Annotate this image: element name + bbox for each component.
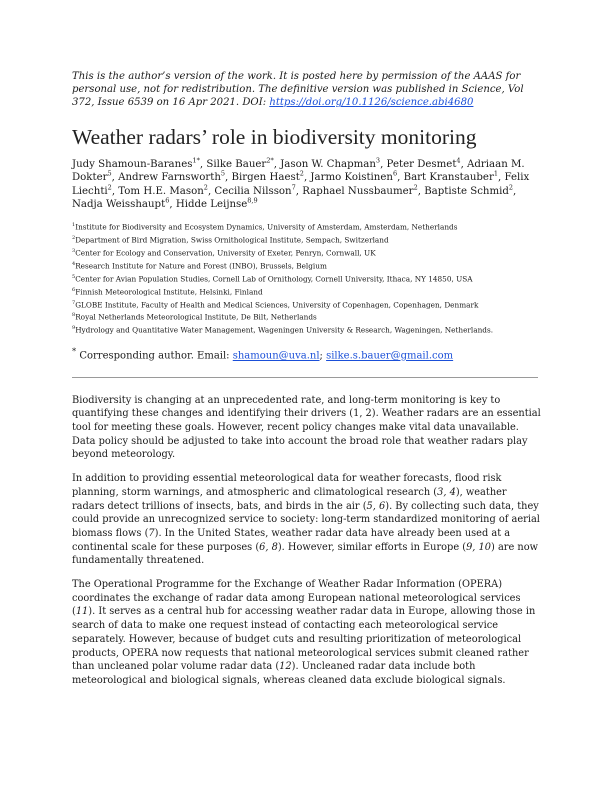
author-name: Bart Kranstauber: [403, 172, 494, 184]
author-list: Judy Shamoun-Baranes$^{1*}$, Silke Bauer$^{2*}$, Jason W. Chapman$^3$, Peter Desmet$^4$, Adriaan M. Dokter$^5$, Andrew Farnsworth$^5$, Birgen Haest$^2$, Jarmo Koistinen$^6$, Bart Kranstauber$^1$, Felix Liechti$^2$, Tom H.E. Mason$^2$, Cecilia Nilsson$^7$, Raphael Nussbaumer$^2$, Baptiste Schmid$^2$, Nadja Weisshaupt$^6$, Hidde Leijnse$^{8,9}$: [72, 156, 530, 211]
affiliation-text: Department of Bird Migration, Swiss Ornithological Institute, Sempach, Switzerland: [75, 235, 389, 245]
body-paragraph: [72, 394, 542, 463]
author-affiliation-mark: 5: [107, 169, 112, 178]
affiliation-number: 5: [72, 273, 76, 280]
affiliation-text: Finnish Meteorological Institute, Helsinki, Finland: [75, 287, 263, 297]
citation-ref: 6, 8: [259, 541, 278, 553]
affiliation-item: [72, 259, 542, 272]
affiliation-text: GLOBE Institute, Faculty of Health and Medical Sciences, University of Copenhagen, Copenhagen, Denmark: [75, 299, 479, 309]
author-name: Baptiste Schmid: [424, 185, 509, 197]
author-name: Silke Bauer: [206, 158, 267, 170]
author-affiliation-mark: 2: [107, 183, 112, 192]
affiliation-item: [72, 233, 542, 246]
paragraph-text: The Operational Programme for the Exchange of Weather Radar Information (OPERA) coordinates the exchange of radar data among European national meteorological services (: [72, 579, 521, 618]
citation-ref: 3, 4: [437, 486, 456, 498]
affiliation-number: 7: [72, 299, 76, 306]
affiliation-item: [72, 272, 542, 285]
paragraph-text: ). In the United States, weather radar data have already been used at a continental scale for these purposes (: [72, 527, 511, 553]
paragraph-text: ) are now fundamentally threatened.: [72, 541, 538, 567]
author-affiliation-mark: 2: [413, 183, 418, 192]
author-name: Jason W. Chapman: [280, 158, 376, 170]
paragraph-text: ). Weather radars are an essential tool for meeting these goals. However, recent policy changes make vital data unavailable. Data policy should be adjusted to take into account the broad role that weather radars play beyond meteorology.: [72, 408, 541, 461]
body-paragraph: [72, 472, 542, 568]
corresponding-mark: *: [72, 346, 77, 357]
paragraph-text: ). By collecting such data, they could provide an unrecognized service to society: long-term standardized monitoring of aerial biomass flows (: [72, 500, 540, 539]
author-version-notice: [72, 70, 542, 110]
affiliation-item: [72, 298, 542, 311]
affiliation-text: Research Institute for Nature and Forest (INBO), Brussels, Belgium: [75, 261, 327, 271]
author-name: Hidde Leijnse: [175, 199, 248, 211]
author-name: Birgen Haest: [231, 172, 300, 184]
affiliation-text: Hydrology and Quantitative Water Management, Wageningen University & Research, Wageningen, Netherlands.: [75, 325, 494, 335]
author-affiliation-mark: 5: [220, 169, 226, 178]
affiliation-number: 3: [72, 247, 76, 254]
affiliation-item: [72, 220, 542, 233]
author-name: Cecilia Nilsson: [214, 185, 292, 197]
author-affiliation-mark: 1*: [192, 156, 200, 165]
affiliation-number: 6: [72, 286, 76, 293]
affiliation-item: [72, 310, 542, 323]
affiliation-list: [72, 220, 542, 336]
author-name: Adriaan M. Dokter: [72, 158, 525, 184]
author-affiliation-mark: 2*: [266, 156, 274, 165]
notice-text: This is the author’s version of the work. It is posted here by permission of the AAAS for personal use, not for redistribution. The definitive version was published in Science, Vol 372, Issue 6539 on 16 Apr 2021. DOI:: [72, 71, 524, 109]
author-affiliation-mark: 4: [456, 156, 461, 165]
paragraph-text: ). Uncleaned radar data include both meteorological and biological signals, whereas cleaned data exclude biological signals.: [72, 661, 506, 686]
paragraph-text: 1, 2: [353, 408, 372, 420]
affiliation-number: 1: [72, 221, 76, 228]
author-name: Nadja Weisshaupt: [72, 199, 166, 211]
affiliation-text: Institute for Biodiversity and Ecosystem Dynamics, University of Amsterdam, Amsterdam, Netherlands: [75, 222, 458, 232]
author-affiliation-mark: 6: [165, 197, 170, 205]
paper-page: [72, 70, 542, 698]
article-body: [72, 394, 542, 688]
author-name: Tom H.E. Mason: [118, 185, 204, 197]
author-affiliation-mark: 7: [291, 183, 296, 192]
author-affiliation-mark: 8,9: [247, 197, 258, 205]
affiliation-text: Center for Avian Population Studies, Cornell Lab of Ornithology, Cornell University, Ithaca, NY 14850, USA: [75, 274, 473, 284]
affiliation-number: 4: [72, 260, 76, 267]
corresponding-label: Corresponding author. Email:: [79, 350, 233, 362]
paper-title: Weather radars’ role in biodiversity monitoring: [72, 124, 477, 149]
affiliation-text: Royal Netherlands Meteorological Institute, De Bilt, Netherlands: [75, 312, 317, 322]
doi-link[interactable]: https://doi.org/10.1126/science.abi4680: [269, 97, 474, 109]
citation-ref: 9, 10: [466, 541, 492, 553]
citation-ref: 12: [279, 661, 292, 673]
citation-ref: 11: [75, 606, 89, 618]
section-divider: [72, 377, 538, 378]
author-name: Andrew Farnsworth: [118, 172, 221, 184]
author-affiliation-mark: 2: [508, 183, 514, 192]
author-name: Raphael Nussbaumer: [302, 185, 414, 197]
author-affiliation-mark: 1: [493, 169, 498, 178]
paragraph-text: ). However, similar efforts in Europe (: [277, 541, 467, 553]
paragraph-text: ). It serves as a central hub for accessing weather radar data in Europe, allowing those in search of data to make one request instead of contacting each meteorological service separately. However, because of budget cuts and resulting prioritization of meteorological products, OPERA now requests that national meteorological services submit cleaned rather than uncleaned polar volume radar data (: [72, 606, 536, 673]
affiliation-number: 2: [72, 234, 76, 241]
email-link-bauer[interactable]: silke.s.bauer@gmail.com: [326, 350, 454, 362]
author-affiliation-mark: 2: [203, 183, 208, 192]
author-name: Peter Desmet: [386, 158, 457, 170]
author-affiliation-mark: 3: [375, 156, 381, 165]
author-name: Jarmo Koistinen: [310, 172, 393, 184]
paragraph-text: ), weather radars detect trillions of insects, bats, and birds in the air (: [72, 486, 507, 512]
body-paragraph: [72, 578, 542, 688]
author-name: Felix Liechti: [72, 172, 530, 197]
affiliation-number: 9: [72, 325, 76, 332]
affiliation-text: Center for Ecology and Conservation, University of Exeter, Penryn, Cornwall, UK: [75, 248, 376, 258]
author-affiliation-mark: 6: [392, 169, 398, 178]
author-affiliation-mark: 2: [299, 169, 304, 178]
email-separator: ;: [319, 350, 327, 362]
paragraph-text: In addition to providing essential meteorological data for weather forecasts, flood risk planning, storm warnings, and atmospheric and climatological research (: [72, 473, 502, 498]
citation-ref: 5, 6: [366, 500, 386, 512]
author-name: Judy Shamoun-Baranes: [72, 158, 193, 170]
affiliation-number: 8: [72, 312, 76, 319]
email-link-shamoun[interactable]: shamoun@uva.nl: [232, 350, 320, 362]
paragraph-text: Biodiversity is changing at an unprecedented rate, and long-term monitoring is key to quantifying these changes and identifying their drivers (: [72, 394, 501, 420]
citation-ref: 7: [148, 527, 155, 539]
corresponding-author: [72, 345, 542, 362]
affiliation-item: [72, 323, 542, 336]
affiliation-item: [72, 285, 542, 298]
affiliation-item: [72, 246, 542, 259]
